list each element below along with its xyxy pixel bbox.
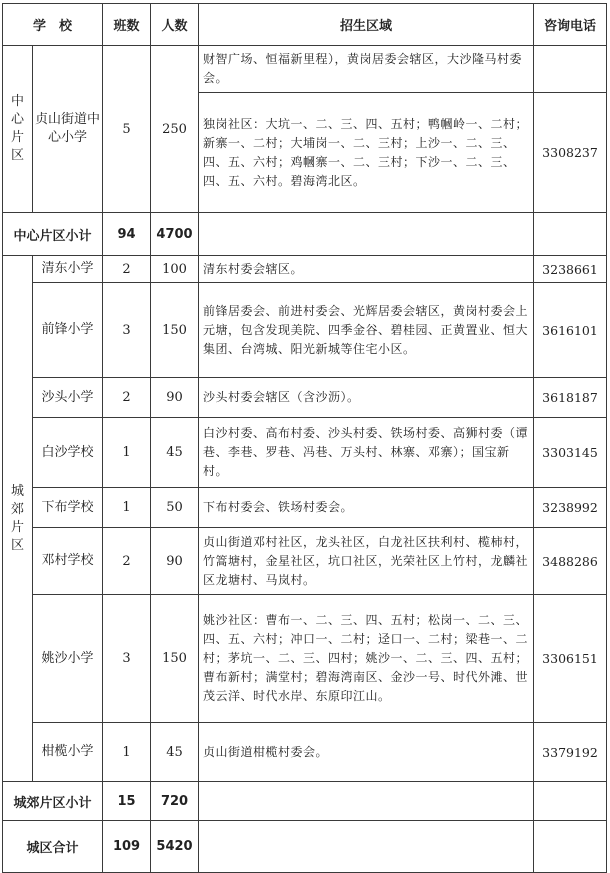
total-phone-empty <box>534 821 607 873</box>
subtotal-label-central: 中心片区小计 <box>3 213 103 256</box>
subtotal-phone-empty <box>534 782 607 821</box>
phone-cell: 3238661 <box>534 256 607 283</box>
area-central-school: 独岗社区：大坑一、二、三、四、五村；鸭幗岭一、二村；新寨一、二村；大埔岗一、二、三村；上沙一、二、三、四、五、六村；鸡幗寨一、二、三村；下沙一、二、三、四、五、六村。碧海湾北区。 <box>199 93 534 213</box>
people-cell: 45 <box>151 418 199 488</box>
phone-cell: 3618187 <box>534 378 607 418</box>
people-cell: 90 <box>151 528 199 595</box>
subtotal-area-empty <box>199 782 534 821</box>
subtotal-people-central: 4700 <box>151 213 199 256</box>
people-cell: 150 <box>151 595 199 723</box>
phone-cell: 3303145 <box>534 418 607 488</box>
area-cell: 前锋居委会、前进村委会、光辉居委会辖区，黄岗村委会上元塘，包含发现美院、四季金谷、碧桂园、正黄置业、恒大集团、台湾城、阳光新城等住宅小区。 <box>199 283 534 378</box>
header-school: 学 校 <box>3 4 103 46</box>
people-cell: 50 <box>151 488 199 528</box>
phone-cell: 3488286 <box>534 528 607 595</box>
phone-central: 3308237 <box>534 93 607 213</box>
total-area-empty <box>199 821 534 873</box>
classes-cell: 2 <box>103 528 151 595</box>
area-cell: 贞山街道柑榄村委会。 <box>199 723 534 782</box>
school-name-central: 贞山街道中心小学 <box>33 46 103 213</box>
subtotal-row-suburban <box>3 782 607 821</box>
total-label: 城区合计 <box>3 821 103 873</box>
header-area: 招生区域 <box>199 4 534 46</box>
school-name: 白沙学校 <box>33 418 103 488</box>
phone-cell: 3238992 <box>534 488 607 528</box>
zone-label-central: 中 心 片 区 <box>3 46 33 213</box>
table-row <box>3 418 607 488</box>
header-phone: 咨询电话 <box>534 4 607 46</box>
classes-cell: 1 <box>103 488 151 528</box>
classes-cell: 3 <box>103 595 151 723</box>
subtotal-people-suburban: 720 <box>151 782 199 821</box>
table-row <box>3 378 607 418</box>
area-cell: 清东村委会辖区。 <box>199 256 534 283</box>
subtotal-label-suburban: 城郊片区小计 <box>3 782 103 821</box>
area-cell: 白沙村委、高布村委、沙头村委、铁场村委、高狮村委（谭巷、李巷、罗巷、冯巷、万头村、林寨、邓寨）；国宝新村。 <box>199 418 534 488</box>
area-cell: 下布村委会、铁场村委会。 <box>199 488 534 528</box>
subtotal-classes-central: 94 <box>103 213 151 256</box>
school-name: 前锋小学 <box>33 283 103 378</box>
people-central: 250 <box>151 46 199 213</box>
classes-cell: 1 <box>103 418 151 488</box>
subtotal-row-central <box>3 213 607 256</box>
phone-cell: 3616101 <box>534 283 607 378</box>
area-cell: 姚沙社区：曹布一、二、三、四、五村；松岗一、二、三、四、五、六村；冲口一、二村；迳口一、二村；梁巷一、二村；茅坑一、二、三、四村；姚沙一、二、三、四、五村；曹布新村；满堂村；碧海湾南区、金沙一号、时代外滩、世茂云洋、时代水岸、东原印江山。 <box>199 595 534 723</box>
area-central-continued: 财智广场、恒福新里程），黄岗居委会辖区，大沙隆马村委会。 <box>199 46 534 93</box>
header-classes: 班数 <box>103 4 151 46</box>
table-row <box>3 595 607 723</box>
phone-empty <box>534 46 607 93</box>
table-row <box>3 723 607 782</box>
people-cell: 90 <box>151 378 199 418</box>
total-row <box>3 821 607 873</box>
subtotal-classes-suburban: 15 <box>103 782 151 821</box>
table-row <box>3 488 607 528</box>
classes-cell: 3 <box>103 283 151 378</box>
table-row <box>3 283 607 378</box>
school-name: 沙头小学 <box>33 378 103 418</box>
enrollment-table-wrapper <box>2 3 607 873</box>
people-cell: 45 <box>151 723 199 782</box>
header-people: 人数 <box>151 4 199 46</box>
classes-cell: 2 <box>103 378 151 418</box>
school-name: 清东小学 <box>33 256 103 283</box>
school-name: 柑榄小学 <box>33 723 103 782</box>
enrollment-table <box>2 3 607 873</box>
header-row <box>3 4 607 46</box>
phone-cell: 3379192 <box>534 723 607 782</box>
total-classes: 109 <box>103 821 151 873</box>
school-name: 姚沙小学 <box>33 595 103 723</box>
area-cell: 沙头村委会辖区（含沙沥）。 <box>199 378 534 418</box>
people-cell: 150 <box>151 283 199 378</box>
classes-central: 5 <box>103 46 151 213</box>
table-row <box>3 256 607 283</box>
table-row <box>3 528 607 595</box>
table-row <box>3 46 607 93</box>
school-name: 邓村学校 <box>33 528 103 595</box>
total-people: 5420 <box>151 821 199 873</box>
subtotal-phone-empty <box>534 213 607 256</box>
classes-cell: 1 <box>103 723 151 782</box>
area-cell: 贞山街道邓村社区，龙头社区，白龙社区扶利村、榄柿村，竹篙塘村，金星社区，坑口社区，光荣社区上竹村，龙麟社区龙塘村、马岚村。 <box>199 528 534 595</box>
classes-cell: 2 <box>103 256 151 283</box>
zone-label-suburban: 城 郊 片 区 <box>3 256 33 782</box>
people-cell: 100 <box>151 256 199 283</box>
subtotal-area-empty <box>199 213 534 256</box>
phone-cell: 3306151 <box>534 595 607 723</box>
school-name: 下布学校 <box>33 488 103 528</box>
